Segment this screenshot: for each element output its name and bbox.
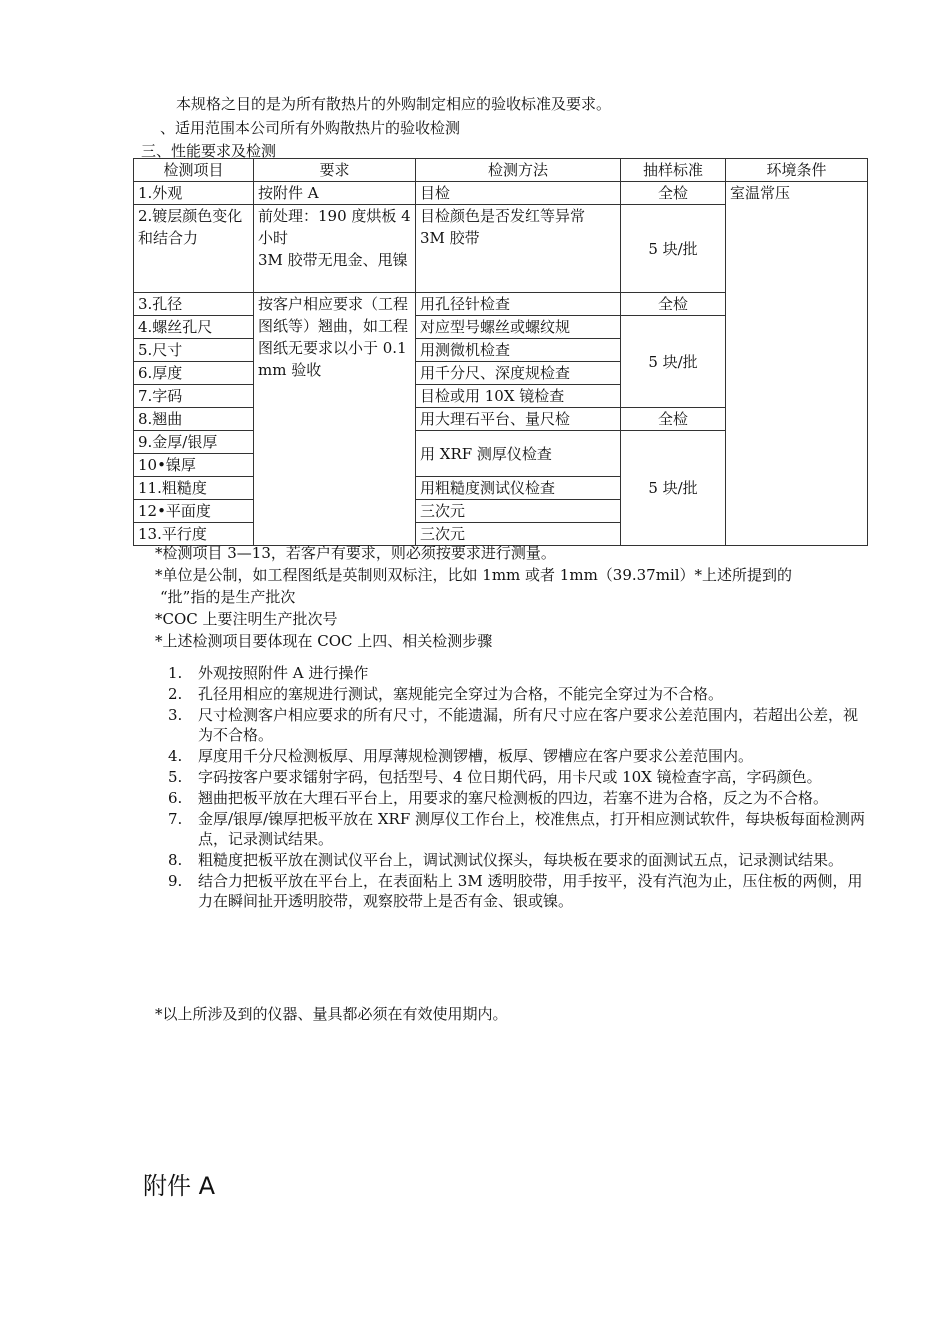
cell-sampling: 5 块/批	[621, 431, 726, 546]
cell-item: 5.尺寸	[134, 339, 254, 362]
step-number: 7.	[168, 810, 183, 828]
cell-method: 用 XRF 测厚仪检查	[416, 431, 621, 477]
cell-item: 11.粗糙度	[134, 477, 254, 500]
cell-item: 13.平行度	[134, 523, 254, 546]
cell-method: 用测微机检查	[416, 339, 621, 362]
method-tape: 3M 胶带	[420, 229, 480, 247]
cell-sampling: 全检	[621, 293, 726, 316]
cell-method: 三次元	[416, 500, 621, 523]
step-text: 厚度用千分尺检测板厚、用厚薄规检测锣槽，板厚、锣槽应在客户要求公差范围内。	[198, 747, 754, 765]
final-note: *以上所涉及到的仪器、量具都必须在有效使用期内。	[155, 1005, 508, 1023]
step-number: 5.	[168, 768, 183, 786]
step-text: 金厚/银厚/镍厚把板平放在 XRF 测厚仪工作台上，校准焦点，打开相应测试软件，每块板每面检测两点，记录测试结果。	[198, 810, 866, 848]
cell-item: 1.外观	[134, 182, 254, 205]
cell-item: 9.金厚/银厚	[134, 431, 254, 454]
cell-item: 12•平面度	[134, 500, 254, 523]
table-notes	[155, 542, 792, 652]
cell-requirement: 按附件 A	[254, 182, 416, 205]
requirement-tape: 3M 胶带无甩金、甩镍	[258, 251, 408, 269]
step-text: 字码按客户要求镭射字码，包括型号、4 位日期代码，用卡尺或 10X 镜检查字高，字码颜色。	[198, 768, 822, 786]
cell-item: 8.翘曲	[134, 408, 254, 431]
list-item	[168, 746, 868, 766]
header-sampling: 抽样标准	[621, 159, 726, 182]
step-text: 翘曲把板平放在大理石平台上，用要求的塞尺检测板的四边，若塞不进为合格，反之为不合格。	[198, 789, 829, 807]
section3-title: 三、性能要求及检测	[141, 142, 277, 160]
cell-method: 目检	[416, 182, 621, 205]
header-method: 检测方法	[416, 159, 621, 182]
list-item	[168, 684, 868, 704]
inspection-steps-list	[168, 663, 868, 912]
header-requirement: 要求	[254, 159, 416, 182]
cell-sampling: 全检	[621, 408, 726, 431]
appendix-title: 附件 A	[143, 1172, 216, 1200]
list-item	[168, 788, 868, 808]
method-visual: 目检颜色是否发红等异常	[420, 207, 586, 225]
list-item	[168, 850, 868, 870]
list-item	[168, 767, 868, 787]
step-number: 9.	[168, 872, 183, 890]
list-item	[168, 663, 868, 683]
list-item	[168, 809, 868, 849]
step-text: 粗糙度把板平放在测试仪平台上，调试测试仪探头，每块板在要求的面测试五点，记录测试结果。	[198, 851, 844, 869]
step-number: 1.	[168, 664, 183, 682]
cell-method: 三次元	[416, 523, 621, 546]
cell-sampling: 5 块/批	[621, 205, 726, 293]
table-row	[134, 182, 868, 205]
requirement-pretreatment: 前处理：190 度烘板 4 小时	[258, 207, 411, 247]
cell-method: 用粗糙度测试仪检查	[416, 477, 621, 500]
step-number: 4.	[168, 747, 183, 765]
cell-method: 用千分尺、深度规检查	[416, 362, 621, 385]
cell-method: 目检或用 10X 镜检查	[416, 385, 621, 408]
step-text: 结合力把板平放在平台上，在表面粘上 3M 透明胶带，用手按平，没有汽泡为止，压住板的两侧，用力在瞬间扯开透明胶带，观察胶带上是否有金、银或镍。	[198, 872, 863, 910]
step-text: 外观按照附件 A 进行操作	[198, 664, 369, 682]
cell-environment: 室温常压	[726, 182, 868, 546]
scope-text: 、适用范围本公司所有外购散热片的验收检测	[160, 119, 461, 137]
note-line: *单位是公制，如工程图纸是英制则双标注，比如 1mm 或者 1mm（39.37mil）*上述所提到的	[155, 566, 793, 584]
step-text: 孔径用相应的塞规进行测试，塞规能完全穿过为合格，不能完全穿过为不合格。	[198, 685, 724, 703]
list-item	[168, 705, 868, 745]
note-line: *上述检测项目要体现在 COC 上四、相关检测步骤	[155, 632, 493, 650]
header-environment: 环境条件	[726, 159, 868, 182]
cell-requirement	[254, 205, 416, 293]
step-number: 6.	[168, 789, 183, 807]
cell-method	[416, 205, 621, 293]
cell-item: 2.镀层颜色变化和结合力	[134, 205, 254, 293]
table-header-row	[134, 159, 868, 182]
step-number: 3.	[168, 706, 183, 724]
purpose-text: 本规格之目的是为所有散热片的外购制定相应的验收标准及要求。	[176, 95, 612, 113]
cell-sampling: 5 块/批	[621, 316, 726, 408]
list-item	[168, 871, 868, 911]
cell-item: 3.孔径	[134, 293, 254, 316]
cell-item: 4.螺丝孔尺	[134, 316, 254, 339]
header-item: 检测项目	[134, 159, 254, 182]
cell-sampling: 全检	[621, 182, 726, 205]
cell-method: 用大理石平台、量尺检	[416, 408, 621, 431]
cell-requirement-merged: 按客户相应要求（工程图纸等）翘曲，如工程图纸无要求以小于 0.1mm 验收	[254, 293, 416, 546]
note-line: *检测项目 3—13，若客户有要求，则必须按要求进行测量。	[155, 544, 556, 562]
note-line: *COC 上要注明生产批次号	[155, 610, 338, 628]
inspection-table	[133, 158, 868, 546]
cell-method: 对应型号螺丝或螺纹规	[416, 316, 621, 339]
cell-item: 10•镍厚	[134, 454, 254, 477]
cell-item: 6.厚度	[134, 362, 254, 385]
step-number: 2.	[168, 685, 183, 703]
step-number: 8.	[168, 851, 183, 869]
note-line: “批”指的是生产批次	[160, 588, 296, 606]
cell-method: 用孔径针检查	[416, 293, 621, 316]
step-text: 尺寸检测客户相应要求的所有尺寸，不能遗漏，所有尺寸应在客户要求公差范围内，若超出公差，视为不合格。	[198, 706, 859, 744]
cell-item: 7.字码	[134, 385, 254, 408]
